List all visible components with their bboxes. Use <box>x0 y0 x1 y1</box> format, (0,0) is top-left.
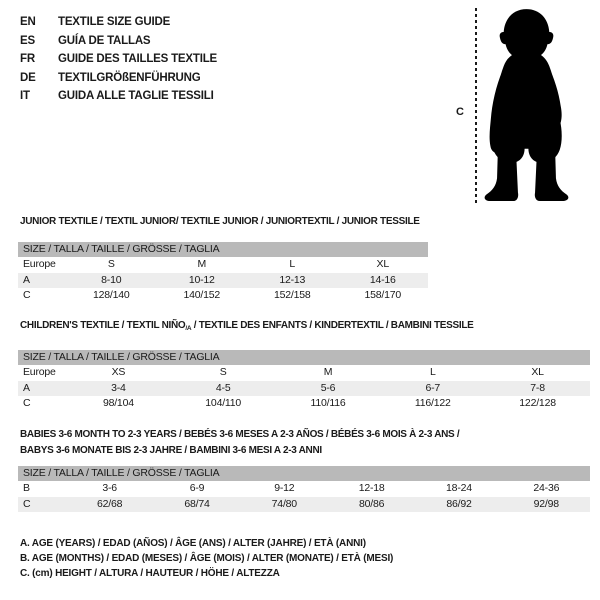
row-value: 5-6 <box>320 381 336 394</box>
row-value: XL <box>531 366 544 378</box>
row-value: 6-9 <box>189 482 205 494</box>
table-title-line <box>20 427 590 443</box>
row-label: A <box>23 273 30 286</box>
table-row-c <box>18 396 590 412</box>
language-title: GUIDA ALLE TAGLIE TESSILI <box>58 90 214 102</box>
row-value: 3-6 <box>102 482 117 494</box>
row-value: 92/98 <box>533 497 559 510</box>
table-row-b <box>18 481 590 497</box>
table-title <box>20 216 428 228</box>
row-value: XL <box>376 258 389 270</box>
table-size-header: SIZE / TALLA / TAILLE / GRÖSSE / TAGLIA <box>18 350 590 365</box>
row-value: 152/158 <box>273 289 311 301</box>
size-table-section-2 <box>18 427 590 512</box>
footnotes <box>20 536 393 582</box>
title-text: BABYS 3-6 MONATE BIS 2-3 JAHRE / BAMBINI 3-6 MESI A 2-3 ANNI <box>20 445 322 456</box>
language-code: DE <box>20 71 36 84</box>
row-value: S <box>219 366 227 378</box>
row-value: 8-10 <box>101 273 122 286</box>
row-value: 98/104 <box>102 397 134 409</box>
row-value: 18-24 <box>446 482 472 494</box>
table-size-header: SIZE / TALLA / TAILLE / GRÖSSE / TAGLIA <box>18 466 590 481</box>
footnote-a: A. AGE (YEARS) / EDAD (AÑOS) / ÂGE (ANS) / ALTER (JAHRE) / ETÀ (ANNI) <box>20 538 366 549</box>
footnote-c: C. (cm) HEIGHT / ALTURA / HAUTEUR / HÖHE / ALTEZZA <box>20 568 280 580</box>
language-code: IT <box>20 90 30 102</box>
language-row-en <box>20 13 217 32</box>
row-value: 68/74 <box>184 497 210 510</box>
language-code: FR <box>20 53 35 65</box>
table-title-line <box>20 443 590 459</box>
row-value: 110/116 <box>310 397 346 409</box>
language-title: GUÍA DE TALLAS <box>58 34 151 47</box>
row-label: Europe <box>23 366 56 378</box>
language-code: EN <box>20 16 36 28</box>
row-value: S <box>107 258 115 270</box>
row-value: L <box>429 366 436 378</box>
row-label: A <box>23 381 30 394</box>
title-text: BABIES 3-6 MONTH TO 2-3 YEARS / BEBÉS 3-6 MESES A 2-3 AÑOS / BÉBÉS 3-6 MOIS À 2-3 ANS / <box>20 429 460 440</box>
table-title-line <box>20 320 590 335</box>
language-row-es <box>20 32 217 51</box>
table-size-header: SIZE / TALLA / TAILLE / GRÖSSE / TAGLIA <box>18 242 428 257</box>
size-table-section-0 <box>18 216 428 304</box>
footnote-b: B. AGE (MONTHS) / EDAD (MESES) / ÂGE (MOIS) / ALTER (MONATE) / ETÀ (MESI) <box>20 553 394 565</box>
title-text: CHILDREN'S TEXTILE / TEXTIL NIÑO <box>20 320 186 331</box>
row-value: 128/140 <box>92 289 130 301</box>
language-row-fr <box>20 50 217 69</box>
row-value: 74/80 <box>271 497 297 510</box>
table-title-line <box>20 216 428 228</box>
language-title: TEXTILE SIZE GUIDE <box>58 16 171 28</box>
row-value: 62/68 <box>97 497 123 510</box>
language-row-it <box>20 87 217 106</box>
row-value: 4-5 <box>215 381 231 394</box>
table-row-c <box>18 288 428 304</box>
row-value: 122/128 <box>519 397 556 409</box>
row-value: 24-36 <box>533 482 560 494</box>
row-value: 86/92 <box>446 497 472 510</box>
row-value: 3-4 <box>111 381 126 394</box>
table-row-europe <box>18 257 428 273</box>
title-text: / TEXTILE DES ENFANTS / KINDERTEXTIL / BAMBINI TESSILE <box>191 320 474 331</box>
row-label: C <box>23 289 31 301</box>
table-title <box>20 427 590 459</box>
row-value: 80/86 <box>359 497 385 510</box>
language-row-de <box>20 69 217 88</box>
language-title: GUIDE DES TAILLES TEXTILE <box>58 53 217 65</box>
size-table-section-1 <box>18 320 590 412</box>
table-row-c <box>18 497 590 513</box>
table-row-a <box>18 273 428 289</box>
language-title: TEXTILGRÖßENFÜHRUNG <box>58 71 201 84</box>
baby-silhouette-icon <box>479 7 574 207</box>
table-row-a <box>18 381 590 397</box>
row-value: 140/152 <box>183 289 221 301</box>
row-value: 14-16 <box>369 273 396 286</box>
row-label: C <box>23 397 31 409</box>
row-value: 6-7 <box>425 381 441 394</box>
language-code: ES <box>20 34 35 47</box>
row-value: 9-12 <box>274 482 295 494</box>
height-c-label: C <box>456 106 464 118</box>
row-value: M <box>323 366 333 378</box>
table-title <box>20 320 590 335</box>
row-value: 116/122 <box>414 397 451 409</box>
row-value: 10-12 <box>188 273 215 286</box>
row-value: 12-13 <box>279 273 306 286</box>
language-header <box>20 13 217 106</box>
row-value: 12-18 <box>358 482 385 494</box>
row-value: 7-8 <box>530 381 545 394</box>
row-label: Europe <box>23 258 56 270</box>
title-subscript: /A <box>185 325 192 332</box>
row-value: M <box>197 258 207 270</box>
row-value: XS <box>111 366 126 378</box>
height-measure-dotted-line <box>475 8 477 206</box>
table-row-europe <box>18 365 590 381</box>
row-value: L <box>289 258 296 270</box>
row-value: 104/110 <box>205 397 242 409</box>
row-label: C <box>23 497 31 510</box>
title-text: JUNIOR TEXTILE / TEXTIL JUNIOR/ TEXTILE JUNIOR / JUNIORTEXTIL / JUNIOR TESSILE <box>20 216 420 227</box>
row-value: 158/170 <box>364 289 402 301</box>
row-label: B <box>23 482 30 494</box>
